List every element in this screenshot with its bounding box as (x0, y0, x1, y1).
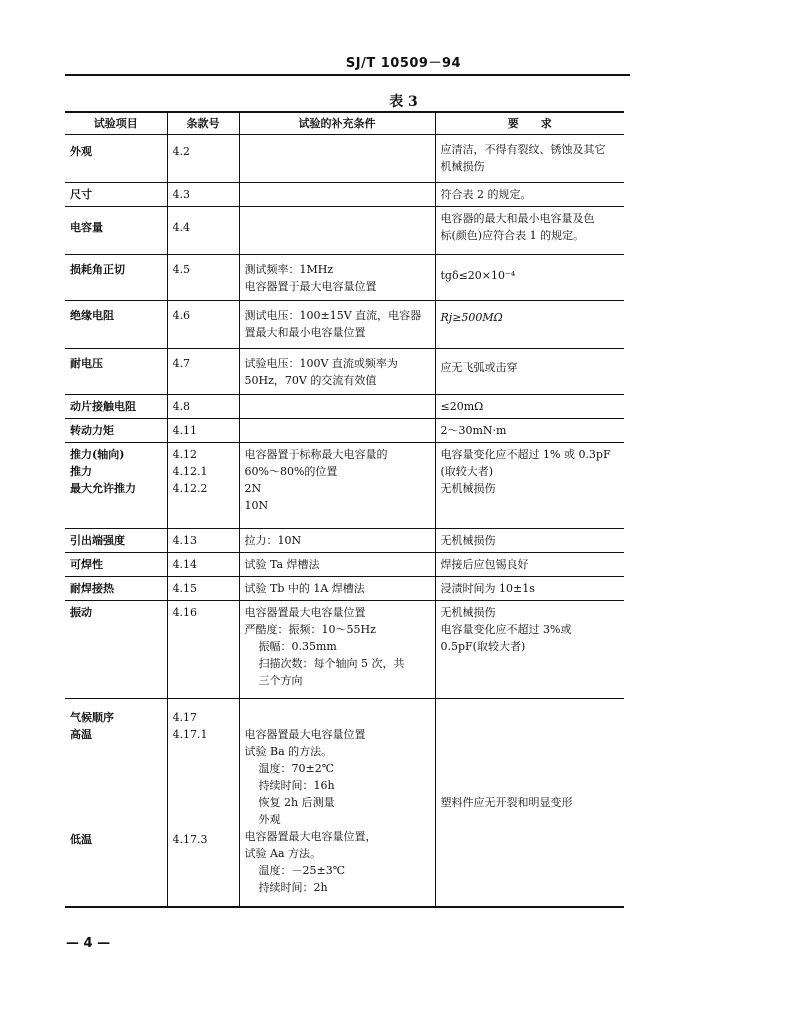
condition-cell: 电容器置最大电容量位置 试验 Ba 的方法。 温度：70±2℃ 持续时间：16h 恢复 2h 后测量 外观 电容器置最大电容量位置， 试验 Aa 方法。 温度：－25±3℃ 持续时间：2h (239, 699, 435, 907)
clause-cell: 4.8 (167, 395, 239, 419)
clause-cell: 4.13 (167, 529, 239, 553)
test-item-cell: 耐电压 (65, 349, 167, 395)
table-row (65, 183, 624, 207)
table-row (65, 301, 624, 349)
test-item-cell: 推力(轴向) 推力 最大允许推力 (65, 443, 167, 529)
table-row (65, 135, 624, 183)
requirement-cell: 应清洁，不得有裂纹、锈蚀及其它 机械损伤 (435, 135, 624, 183)
test-item-cell: 外观 (65, 135, 167, 183)
column-header: 要 求 (435, 112, 624, 135)
test-item-cell: 动片接触电阻 (65, 395, 167, 419)
test-item-cell: 绝缘电阻 (65, 301, 167, 349)
clause-cell: 4.7 (167, 349, 239, 395)
clause-cell: 4.6 (167, 301, 239, 349)
requirement-cell: 电容器的最大和最小电容量及色 标(颜色)应符合表 1 的规定。 (435, 207, 624, 255)
column-header: 试验的补充条件 (239, 112, 435, 135)
condition-cell (239, 419, 435, 443)
test-item-cell: 转动力矩 (65, 419, 167, 443)
requirement-cell: Rj≥500MΩ (435, 301, 624, 349)
requirement-cell: 无机械损伤 (435, 529, 624, 553)
requirement-cell: 无机械损伤 电容量变化应不超过 3%或 0.5pF(取较大者) (435, 601, 624, 699)
condition-cell: 试验电压：100V 直流或频率为 50Hz，70V 的交流有效值 (239, 349, 435, 395)
condition-cell: 测试频率：1MHz 电容器置于最大电容量位置 (239, 255, 435, 301)
test-item-cell: 尺寸 (65, 183, 167, 207)
test-item-cell: 气候顺序 高温 低温 (65, 699, 167, 907)
table-header-row (65, 112, 624, 135)
clause-cell: 4.11 (167, 419, 239, 443)
table-row (65, 349, 624, 395)
table-row (65, 601, 624, 699)
table-row (65, 419, 624, 443)
table-row (65, 255, 624, 301)
table-row (65, 553, 624, 577)
requirement-cell: 焊接后应包锡良好 (435, 553, 624, 577)
clause-cell: 4.17 4.17.1 4.17.3 (167, 699, 239, 907)
condition-cell (239, 395, 435, 419)
requirements-table (65, 111, 624, 908)
column-header: 试验项目 (65, 112, 167, 135)
test-item-cell: 振动 (65, 601, 167, 699)
clause-cell: 4.14 (167, 553, 239, 577)
requirement-cell: 浸渍时间为 10±1s (435, 577, 624, 601)
condition-cell: 电容器置最大电容量位置 严酷度：振频：10～55Hz 振幅：0.35mm 扫描次数：每个轴向 5 次，共 三个方向 (239, 601, 435, 699)
clause-cell: 4.3 (167, 183, 239, 207)
test-item-cell: 耐焊接热 (65, 577, 167, 601)
requirement-cell: 电容量变化应不超过 1% 或 0.3pF (取较大者) 无机械损伤 (435, 443, 624, 529)
column-header: 条款号 (167, 112, 239, 135)
header-rule (65, 74, 630, 76)
requirement-cell: tgδ≤20×10⁻⁴ (435, 255, 624, 301)
condition-cell: 试验 Ta 焊槽法 (239, 553, 435, 577)
document-code: SJ/T 10509－94 (345, 56, 462, 71)
requirement-cell: 2～30mN·m (435, 419, 624, 443)
condition-cell: 测试电压：100±15V 直流，电容器 置最大和最小电容量位置 (239, 301, 435, 349)
requirement-cell: 应无飞弧或击穿 (435, 349, 624, 395)
page-number: — 4 — (66, 936, 111, 951)
clause-cell: 4.16 (167, 601, 239, 699)
test-item-cell: 电容量 (65, 207, 167, 255)
clause-cell: 4.15 (167, 577, 239, 601)
table-row (65, 443, 624, 529)
requirement-cell: 塑料件应无开裂和明显变形 (435, 699, 624, 907)
table-row (65, 395, 624, 419)
condition-cell: 试验 Tb 中的 1A 焊槽法 (239, 577, 435, 601)
table-title: 表 3 (389, 94, 418, 110)
requirement-cell: ≤20mΩ (435, 395, 624, 419)
condition-cell: 拉力：10N (239, 529, 435, 553)
clause-cell: 4.5 (167, 255, 239, 301)
requirement-cell: 符合表 2 的规定。 (435, 183, 624, 207)
table-row (65, 577, 624, 601)
clause-cell: 4.2 (167, 135, 239, 183)
clause-cell: 4.12 4.12.1 4.12.2 (167, 443, 239, 529)
test-item-cell: 可焊性 (65, 553, 167, 577)
table-row (65, 207, 624, 255)
table-row (65, 529, 624, 553)
condition-cell (239, 135, 435, 183)
condition-cell: 电容器置于标称最大电容量的 60%～80%的位置 2N 10N (239, 443, 435, 529)
condition-cell (239, 207, 435, 255)
clause-cell: 4.4 (167, 207, 239, 255)
test-item-cell: 损耗角正切 (65, 255, 167, 301)
test-item-cell: 引出端强度 (65, 529, 167, 553)
condition-cell (239, 183, 435, 207)
table-row (65, 699, 624, 907)
